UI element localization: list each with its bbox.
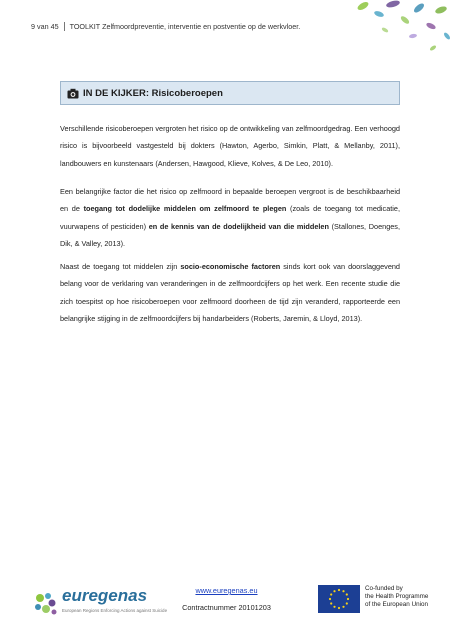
- eu-flag-icon: [318, 585, 360, 613]
- paragraph-risk-professions: Verschillende risicoberoepen vergroten het risico op de ontwikkeling van zelfmoordgedrag. Een verhoogd risico is bijvoorbeeld vastgesteld bij dokters (Hawton, Agerbo, Simkin, Platt, & Mellanby, 2011), landbouwers en kunstenaars (Andersen, Hawgood, Klieve, Kolves, & De Leo, 2010).: [60, 124, 400, 168]
- document-title: TOOLKIT Zelfmoordpreventie, interventie en postventie op de werkvloer.: [69, 22, 301, 31]
- footer-contract-number: Contractnummer 20101203: [182, 603, 271, 612]
- p2-text-a: Een belangrijke factor die het risico op zelfmoord in bepaalde beroepen vergroot is de beschikbaarheid en de: [60, 187, 400, 214]
- eu-text-line-3: of the European Union: [365, 601, 429, 608]
- p2-bold-knowledge: en de kennis van de dodelijkheid van die middelen: [148, 221, 329, 231]
- camera-icon: [67, 88, 79, 99]
- p3-bold-socio-economic: socio-economische factoren: [180, 262, 281, 271]
- page-number: 9 van 45: [31, 22, 59, 31]
- footer-website-link[interactable]: www.euregenas.eu: [195, 586, 258, 595]
- section-title: IN DE KIJKER: Risicoberoepen: [83, 87, 223, 99]
- p2-text-e: (Stallones, Doenges, Dik, & Valley, 2013).: [60, 221, 400, 248]
- decorative-leaves-graphic: [333, 0, 453, 60]
- eu-text-line-2: the Health Programme: [365, 593, 429, 600]
- euregenas-tagline: European Regions Enforcing Actions against Suicide: [62, 608, 168, 613]
- paragraph-socio-economic: [60, 258, 400, 327]
- paragraph-access-means: [60, 183, 400, 252]
- eu-cofunding-text: [365, 585, 428, 609]
- eu-text-line-1: Co-funded by: [365, 585, 403, 592]
- page-header: [31, 22, 300, 31]
- p2-bold-access: toegang tot dodelijke middelen om zelfmoord te plegen: [83, 204, 287, 214]
- euregenas-wordmark: euregenas: [62, 586, 148, 605]
- p3-text-a: Naast de toegang tot middelen zijn: [60, 262, 181, 271]
- p3-text-c: sinds kort ook van doorslaggevend belang voor de verklaring van veranderingen in de zelfmoordcijfers op het werk. Een recente studie die zich toespitst op hoe risicoberoepen voor zelfmoord doorheen de tijd zijn veranderd, rapporteerde een belangrijke stijging in de zelfmoordcijfers bij handarbeiders (Roberts, Jaremin, & Lloyd, 2013).: [60, 262, 400, 323]
- p2-text-c: (zoals de toegang tot medicatie, vuurwapens of pesticiden): [60, 204, 400, 231]
- header-divider: [64, 22, 65, 31]
- in-de-kijker-box: [60, 81, 400, 105]
